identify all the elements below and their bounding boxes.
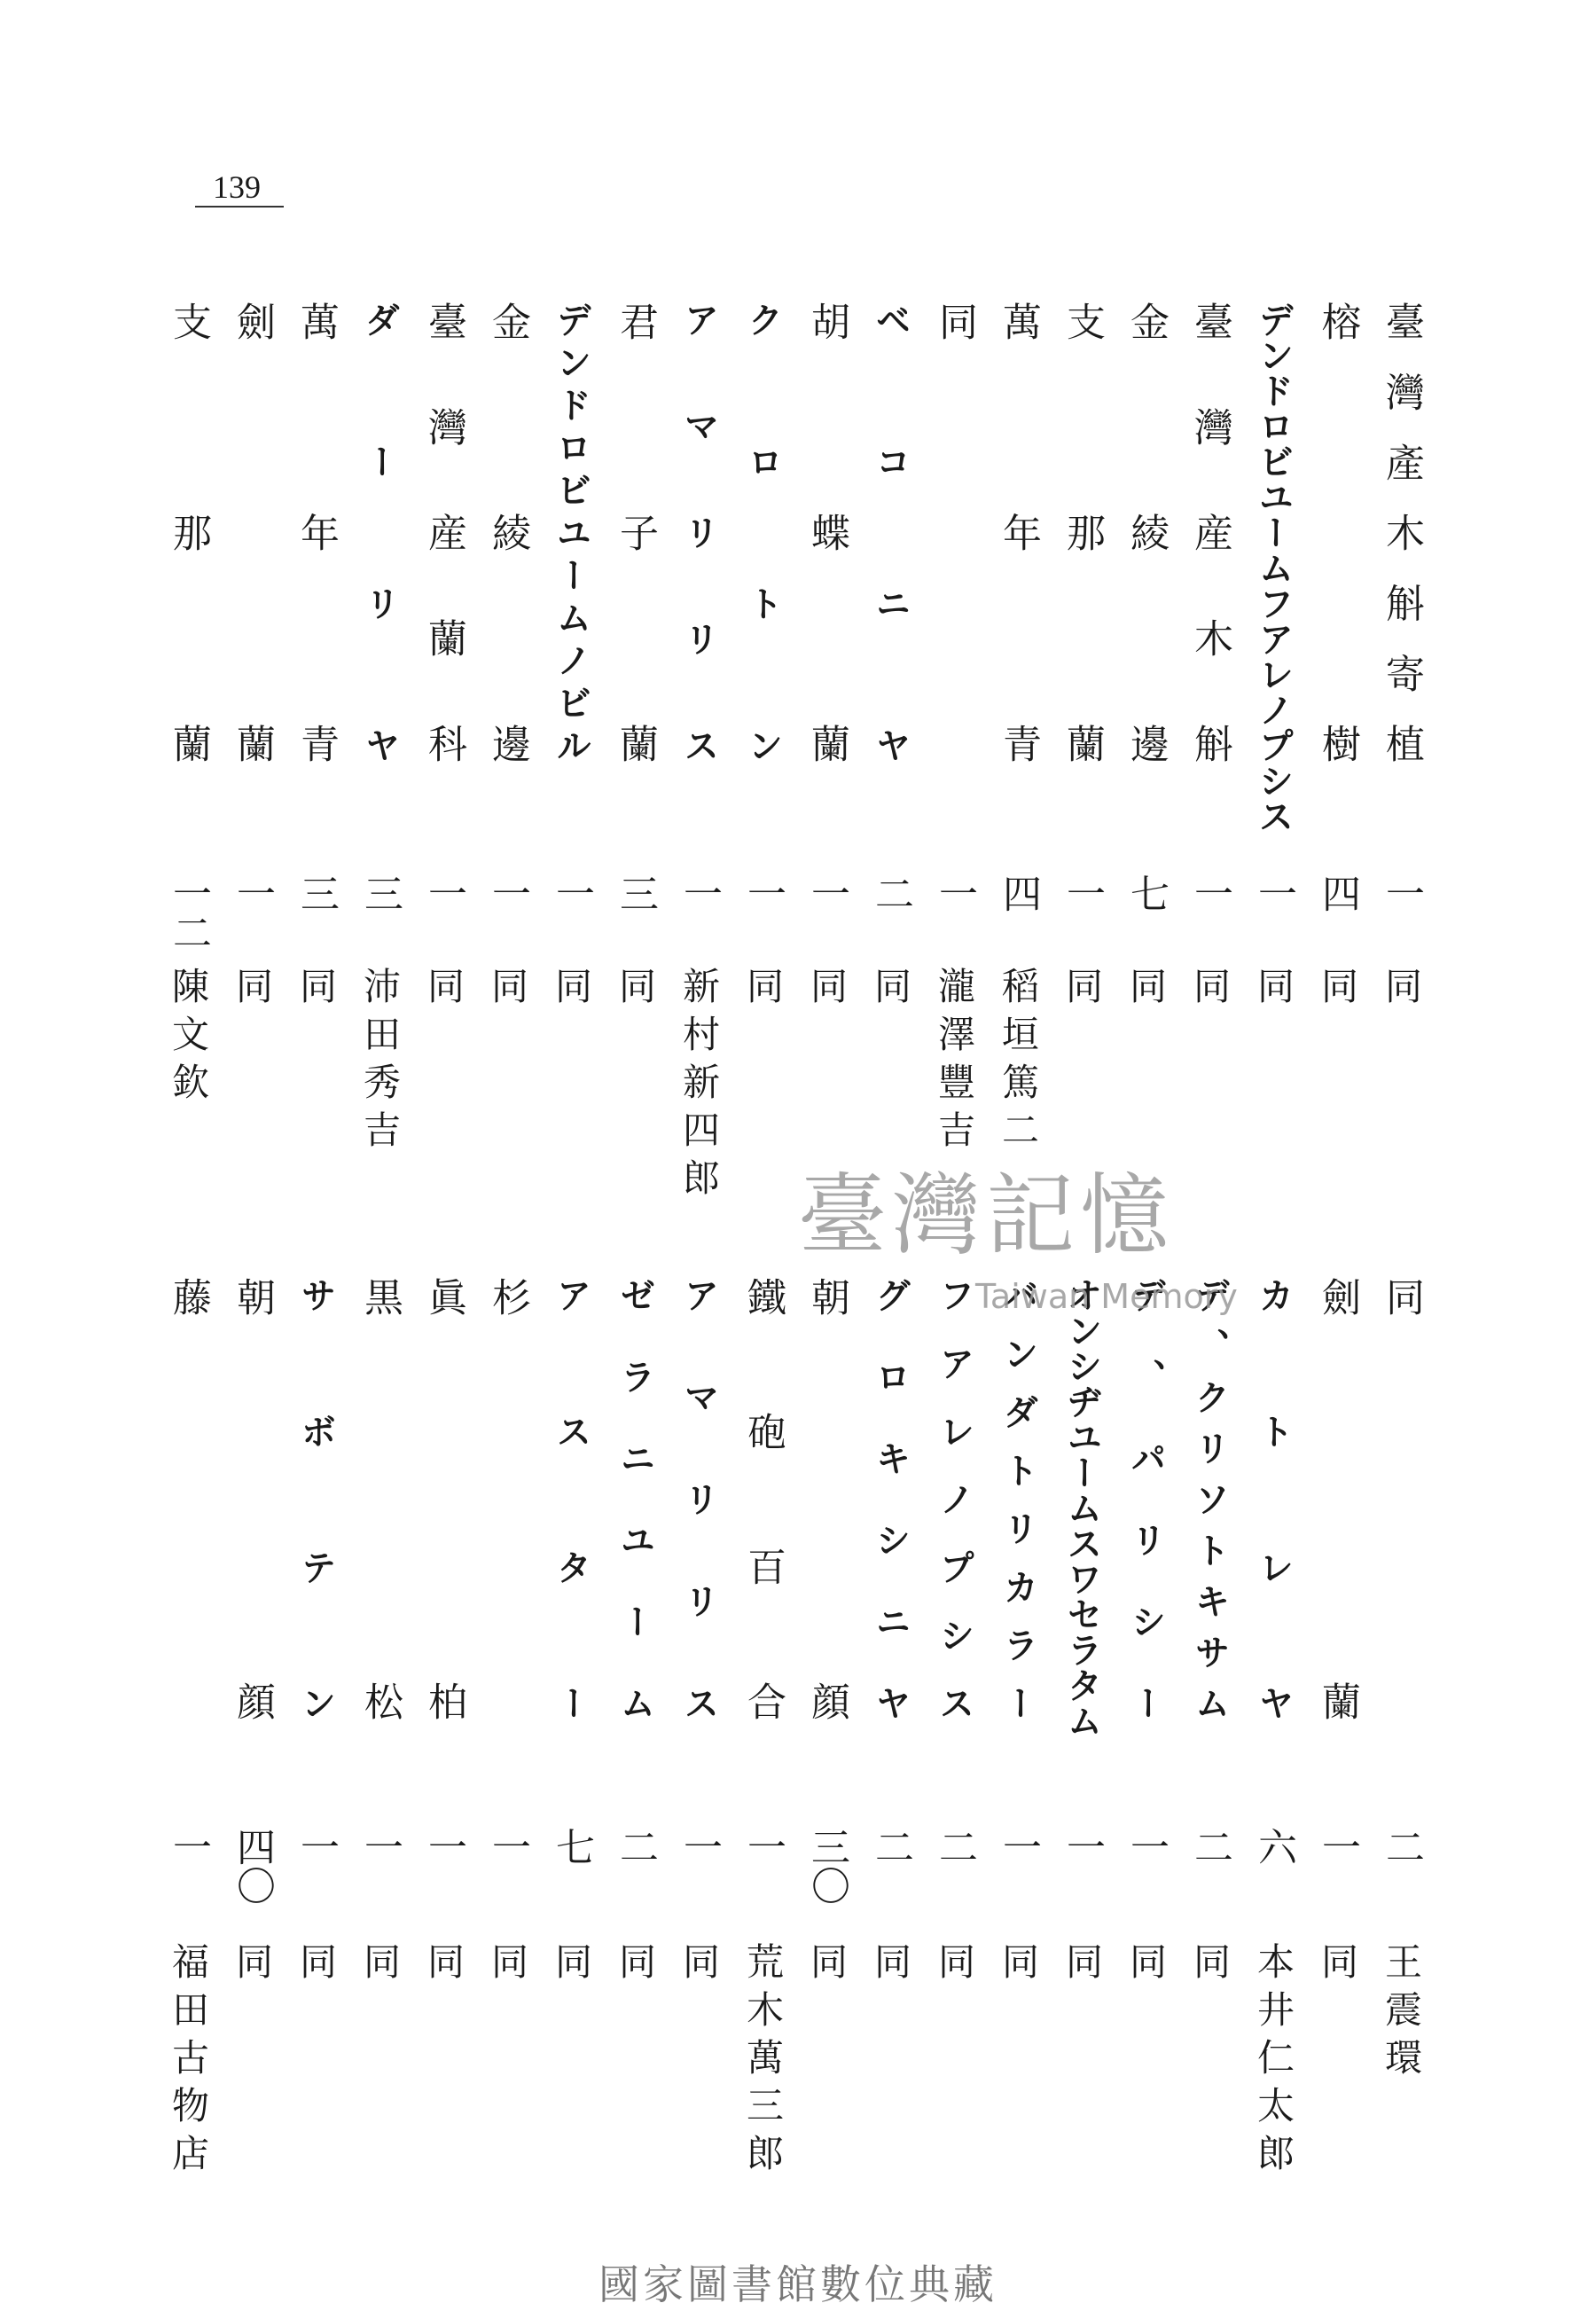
- entry-species: アスター: [551, 1277, 591, 1720]
- entry-donor: 同: [231, 1942, 274, 1990]
- entry-count: 七: [549, 1827, 594, 1866]
- entry-donor: 同: [741, 967, 785, 1014]
- entry-count: 一: [166, 1827, 211, 1866]
- entry-count: 三〇: [804, 1827, 849, 1905]
- entry-donor: 陳文欽: [167, 967, 210, 1110]
- entry-count: 六: [1251, 1827, 1296, 1866]
- entry-donor: 同: [869, 1942, 912, 1990]
- entry-donor: 同: [1060, 967, 1104, 1014]
- entry-species: 藤: [166, 1277, 211, 1316]
- entry-donor: 同: [231, 967, 274, 1014]
- entry-count: 一二: [166, 873, 211, 952]
- entry-donor: 同: [1316, 967, 1359, 1014]
- entry-species: 同: [1379, 1277, 1424, 1316]
- entry-species: 君子蘭: [613, 302, 658, 763]
- entry-species: 金綾邊: [485, 302, 530, 763]
- entry-count: 一: [357, 1827, 403, 1866]
- entry-donor: 同: [486, 1942, 529, 1990]
- entry-count: 二: [868, 1827, 913, 1866]
- entry-donor: 同: [869, 967, 912, 1014]
- entry-species: 鐵砲百合: [740, 1277, 786, 1720]
- entry-species: 榕樹: [1315, 302, 1360, 763]
- entry-species: 朝顔: [230, 1277, 275, 1720]
- entry-donor: 瀧澤豐吉: [933, 967, 976, 1158]
- entry-donor: 荒木萬三郎: [741, 1942, 785, 2182]
- entry-species: 萬年青: [293, 302, 339, 763]
- entry-count: 一: [485, 1827, 530, 1866]
- entry-count: 一: [230, 873, 275, 913]
- entry-count: 一: [1187, 873, 1232, 913]
- entry-count: 一: [421, 1827, 466, 1866]
- entry-count: 三: [357, 873, 403, 913]
- entry-donor: 同: [1124, 967, 1168, 1014]
- entry-count: 一: [1251, 873, 1296, 913]
- entry-donor: 新村新四郎: [677, 967, 721, 1206]
- entry-count: 四: [996, 873, 1041, 913]
- watermark-subtitle: Taiwan Memory: [975, 1277, 1238, 1316]
- entry-count: 二: [1379, 1827, 1424, 1866]
- entry-donor: 福田古物店: [167, 1942, 210, 2182]
- entry-donor: 同: [294, 967, 338, 1014]
- entry-count: 七: [1123, 873, 1169, 913]
- entry-count: 四: [1315, 873, 1360, 913]
- entry-species: 支那蘭: [1060, 302, 1105, 763]
- entry-species: ベコニヤ: [870, 302, 911, 763]
- entry-count: 一: [1315, 1827, 1360, 1866]
- entry-species: 臺灣產木斛寄植: [1379, 302, 1424, 763]
- entry-species: オンシヂユームスワセラタム: [1061, 1277, 1102, 1738]
- entry-species: 臺灣産蘭科: [421, 302, 466, 763]
- entry-donor: 同: [294, 1942, 338, 1990]
- entry-count: 一: [485, 873, 530, 913]
- entry-donor: 同: [805, 967, 849, 1014]
- entry-donor: 王震環: [1380, 1942, 1423, 2086]
- entry-count: 一: [421, 873, 466, 913]
- entry-count: 一: [293, 1827, 339, 1866]
- entry-donor: 同: [1060, 1942, 1104, 1990]
- entry-donor: 同: [997, 1942, 1040, 1990]
- entry-count: 一: [740, 1827, 786, 1866]
- entry-donor: 同: [614, 1942, 657, 1990]
- entry-count: 三: [613, 873, 658, 913]
- entry-species: デ、クリソトキサム: [1189, 1277, 1230, 1720]
- entry-species: クロトン: [742, 302, 783, 763]
- entry-count: 一: [1379, 873, 1424, 913]
- entry-species: アマリリス: [678, 302, 719, 763]
- entry-count: 一: [996, 1827, 1041, 1866]
- entry-species: デ、パリシー: [1125, 1277, 1166, 1720]
- entry-donor: 同: [422, 1942, 466, 1990]
- entry-species: 劍蘭: [230, 302, 275, 763]
- entry-species: 眞柏: [421, 1277, 466, 1720]
- footer-credit: 國家圖書館數位典藏: [598, 2260, 998, 2308]
- entry-species: ダーリヤ: [359, 302, 400, 763]
- entry-species: バンダトリカラー: [998, 1277, 1038, 1720]
- page-number-rule: [195, 206, 284, 208]
- entry-count: 一: [1060, 873, 1105, 913]
- entry-donor: 同: [1188, 967, 1232, 1014]
- entry-species: 杉: [485, 1277, 530, 1316]
- entry-donor: 同: [358, 1942, 402, 1990]
- entry-donor: 沛田秀吉: [358, 967, 402, 1158]
- entry-count: 一: [549, 873, 594, 913]
- page-number: 139: [213, 169, 261, 205]
- entry-species: 朝顔: [804, 1277, 849, 1720]
- entry-donor: 稻垣篤二: [997, 967, 1040, 1158]
- entry-donor: 同: [1124, 1942, 1168, 1990]
- entry-species: デンドロビユームフアレノプシス: [1253, 302, 1294, 834]
- entry-donor: 同: [677, 1942, 721, 1990]
- entry-species: フアレノプシス: [934, 1277, 974, 1720]
- entry-count: 一: [677, 1827, 722, 1866]
- entry-count: 一: [740, 873, 786, 913]
- entry-species: 黒松: [357, 1277, 403, 1720]
- entry-donor: 本井仁太郎: [1252, 1942, 1295, 2182]
- watermark-logo: 臺灣記憶: [798, 1163, 1174, 1267]
- entry-count: 四〇: [230, 1827, 275, 1905]
- entry-species: 胡蝶蘭: [804, 302, 849, 763]
- entry-donor: 同: [550, 967, 593, 1014]
- entry-count: 二: [868, 873, 913, 913]
- entry-donor: 同: [1316, 1942, 1359, 1990]
- entry-donor: 同: [1188, 1942, 1232, 1990]
- entry-species: デンドロビユームノビル: [551, 302, 591, 763]
- entry-count: 一: [1123, 1827, 1169, 1866]
- entry-species: 同: [932, 302, 977, 341]
- entry-donor: 同: [1380, 967, 1423, 1014]
- entry-donor: 同: [1252, 967, 1295, 1014]
- entry-count: 三: [293, 873, 339, 913]
- entry-count: 一: [804, 873, 849, 913]
- entry-donor: 同: [550, 1942, 593, 1990]
- entry-count: 一: [1060, 1827, 1105, 1866]
- entry-donor: 同: [933, 1942, 976, 1990]
- entry-species: 臺灣産木斛: [1187, 302, 1232, 763]
- entry-count: 二: [932, 1827, 977, 1866]
- entry-species: ゼラニユーム: [614, 1277, 655, 1720]
- entry-donor: 同: [614, 967, 657, 1014]
- entry-donor: 同: [805, 1942, 849, 1990]
- entry-count: 二: [1187, 1827, 1232, 1866]
- entry-species: 支那蘭: [166, 302, 211, 763]
- entry-species: サボテン: [295, 1277, 336, 1720]
- entry-species: 劍蘭: [1315, 1277, 1360, 1720]
- entry-species: 金綾邊: [1123, 302, 1169, 763]
- entry-count: 二: [613, 1827, 658, 1866]
- entry-species: グロキシニヤ: [870, 1277, 911, 1720]
- entry-donor: 同: [422, 967, 466, 1014]
- entry-count: 一: [932, 873, 977, 913]
- entry-donor: 同: [486, 967, 529, 1014]
- entry-species: 萬年青: [996, 302, 1041, 763]
- entry-species: カトレヤ: [1253, 1277, 1294, 1720]
- entry-species: アマリリス: [678, 1277, 719, 1720]
- entry-count: 一: [677, 873, 722, 913]
